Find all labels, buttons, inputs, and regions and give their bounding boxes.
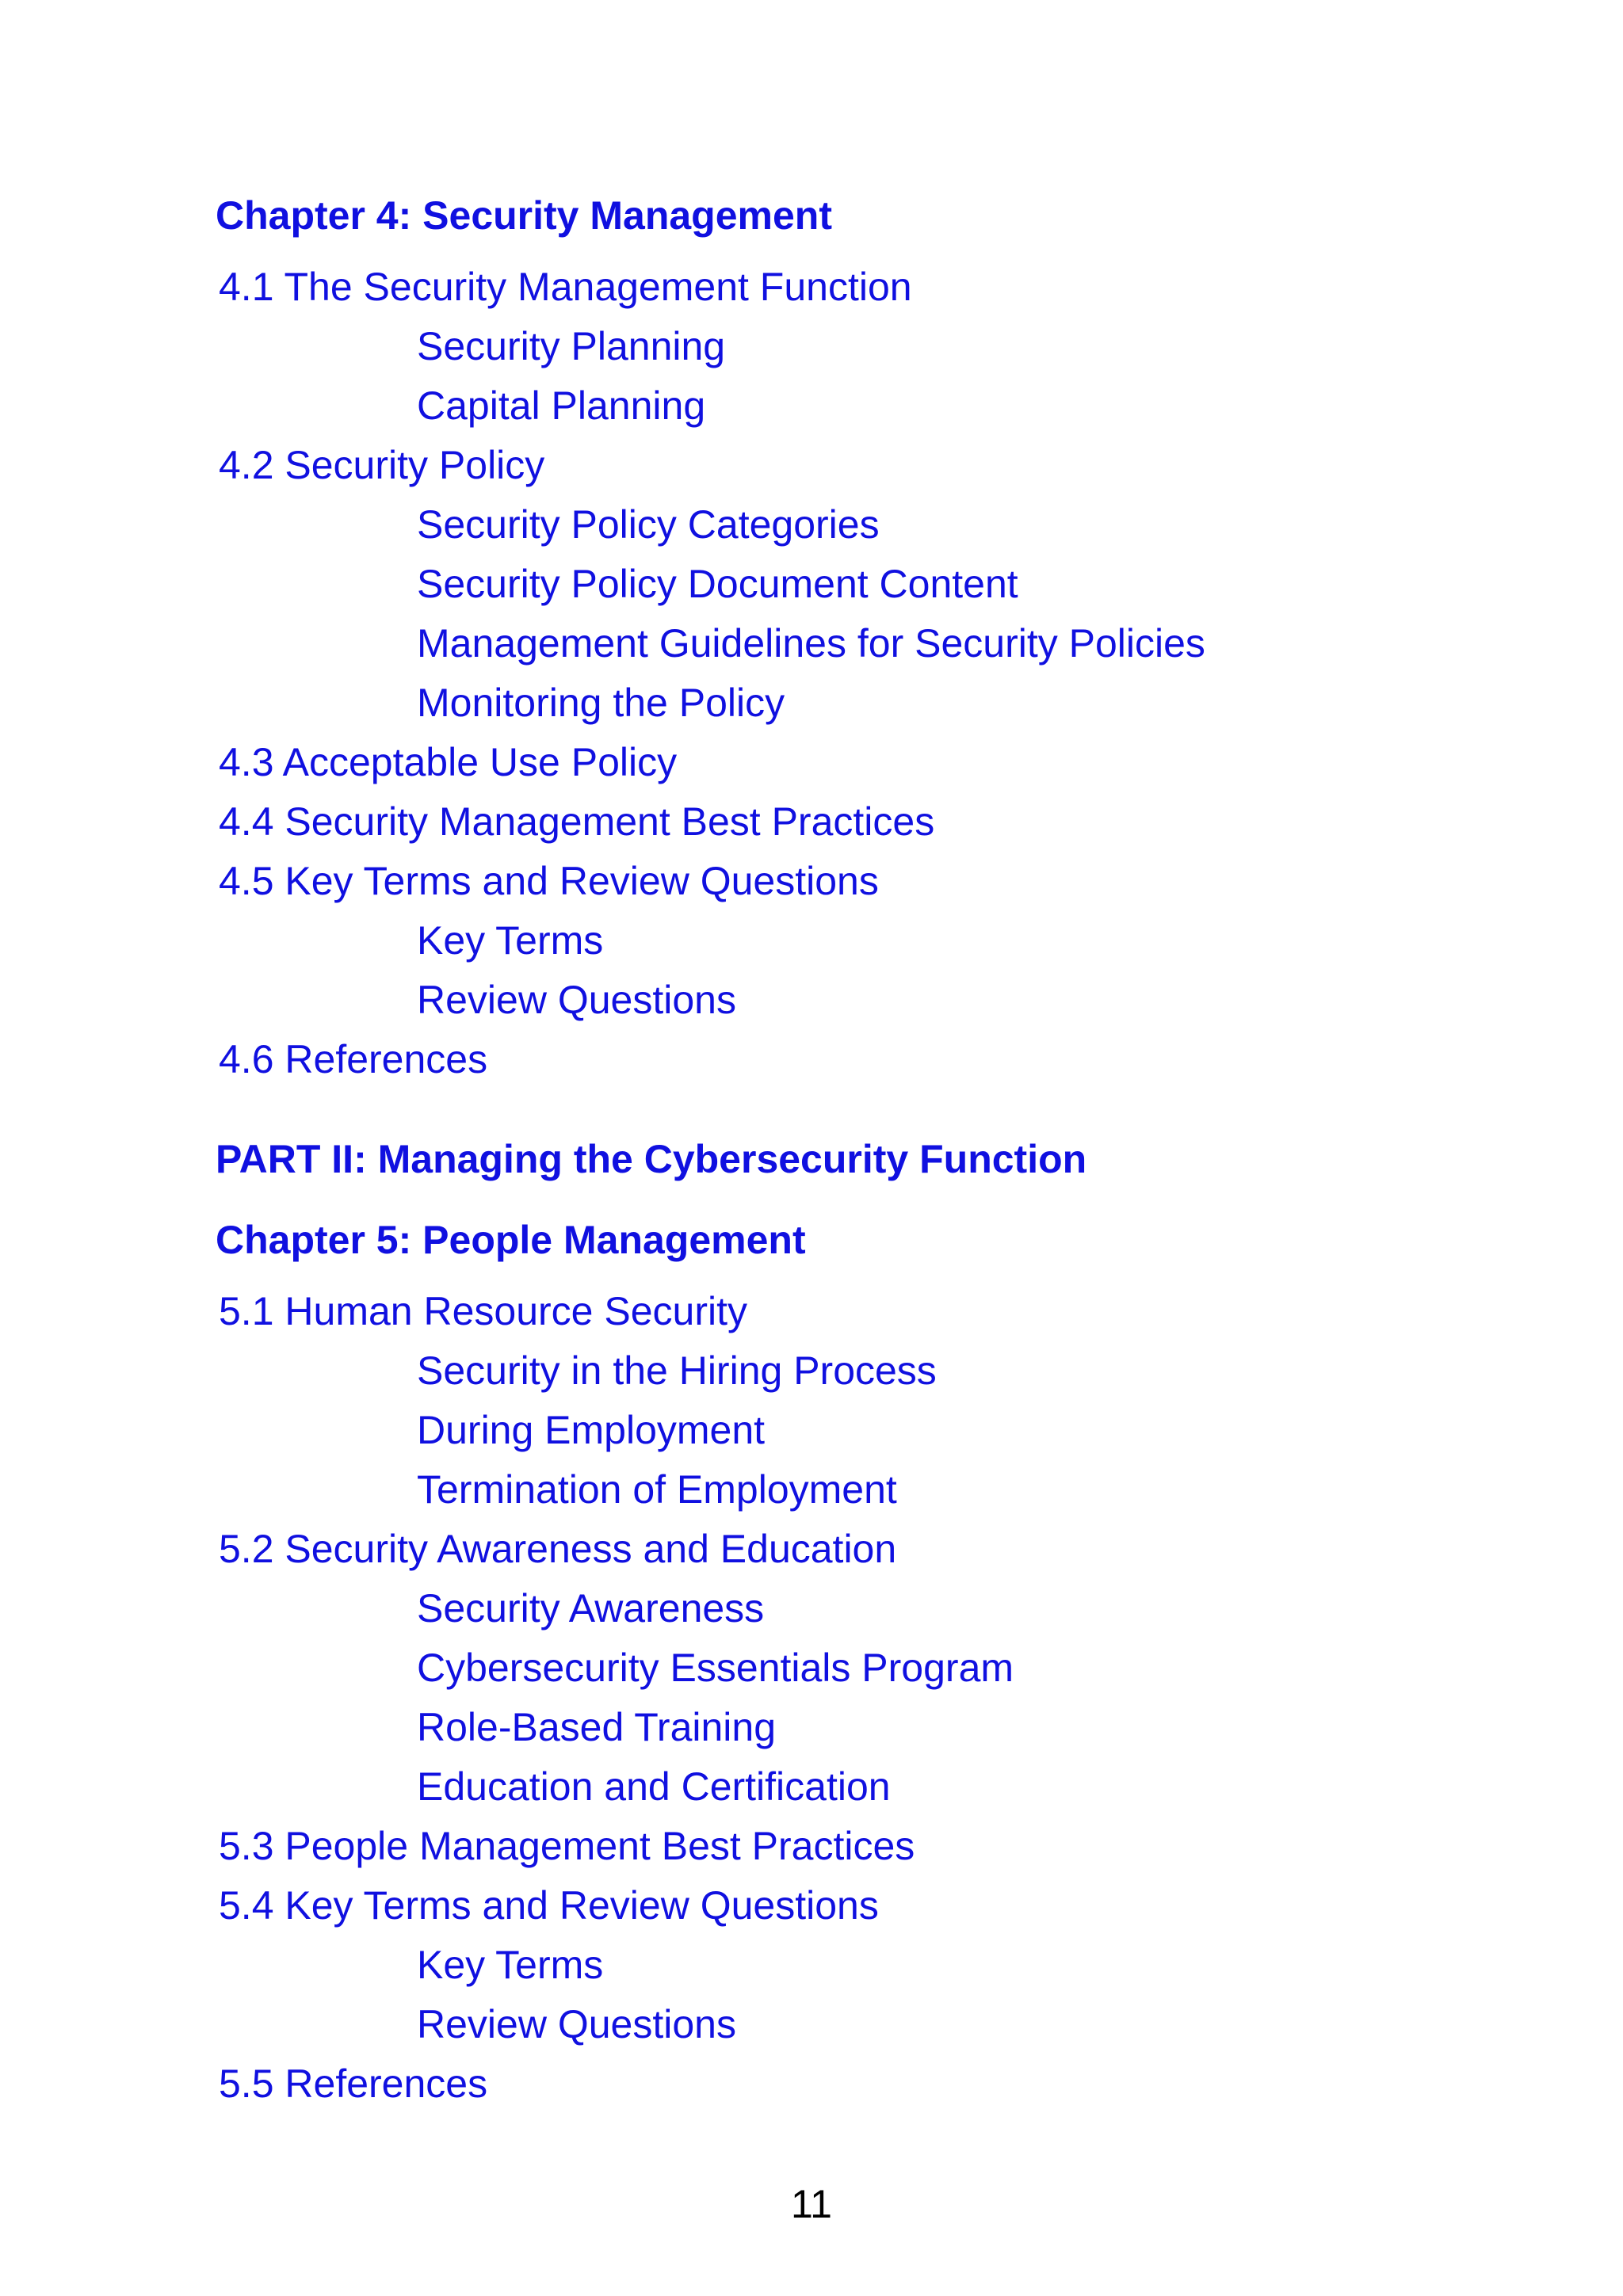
toc-entry-4-2[interactable]: 4.2 Security Policy: [219, 443, 545, 487]
toc-entry-5-2[interactable]: 5.2 Security Awareness and Education: [219, 1527, 897, 1571]
toc-subentry-key-terms[interactable]: Key Terms: [417, 918, 604, 963]
toc-subentry-management-guidelines[interactable]: Management Guidelines for Security Policies: [417, 621, 1205, 666]
table-of-contents: [216, 192, 1563, 2114]
toc-entry-5-3[interactable]: 5.3 People Management Best Practices: [219, 1824, 915, 1868]
chapter-5-heading[interactable]: Chapter 5: People Management: [216, 1218, 806, 1262]
toc-entry-5-1[interactable]: 5.1 Human Resource Security: [219, 1289, 747, 1333]
toc-subentry-role-based-training[interactable]: Role-Based Training: [417, 1705, 777, 1749]
toc-subentry-security-awareness[interactable]: Security Awareness: [417, 1586, 765, 1630]
toc-subentry-review-questions-5[interactable]: Review Questions: [417, 2002, 736, 2046]
toc-subentry-review-questions[interactable]: Review Questions: [417, 978, 736, 1022]
toc-entry-5-4[interactable]: 5.4 Key Terms and Review Questions: [219, 1883, 879, 1928]
toc-subentry-monitoring-the-policy[interactable]: Monitoring the Policy: [417, 681, 785, 725]
toc-subentry-security-in-hiring[interactable]: Security in the Hiring Process: [417, 1348, 937, 1393]
toc-entry-5-5[interactable]: 5.5 References: [219, 2061, 488, 2106]
toc-subentry-security-planning[interactable]: Security Planning: [417, 324, 726, 368]
page-number: 11: [791, 2182, 832, 2226]
toc-entry-4-1[interactable]: 4.1 The Security Management Function: [219, 265, 912, 309]
toc-subentry-security-policy-categories[interactable]: Security Policy Categories: [417, 502, 880, 547]
toc-subentry-education-and-certification[interactable]: Education and Certification: [417, 1764, 891, 1809]
toc-subentry-security-policy-document-content[interactable]: Security Policy Document Content: [417, 562, 1018, 606]
part-2-heading[interactable]: PART II: Managing the Cybersecurity Function: [216, 1137, 1087, 1181]
toc-entry-4-4[interactable]: 4.4 Security Management Best Practices: [219, 799, 935, 844]
toc-subentry-during-employment[interactable]: During Employment: [417, 1408, 766, 1452]
toc-entry-4-5[interactable]: 4.5 Key Terms and Review Questions: [219, 859, 879, 903]
chapter-4-heading[interactable]: Chapter 4: Security Management: [216, 193, 832, 238]
toc-entry-4-3[interactable]: 4.3 Acceptable Use Policy: [219, 740, 678, 784]
toc-entry-4-6[interactable]: 4.6 References: [219, 1037, 488, 1081]
toc-subentry-key-terms-5[interactable]: Key Terms: [417, 1943, 604, 1987]
toc-subentry-cybersecurity-essentials[interactable]: Cybersecurity Essentials Program: [417, 1646, 1014, 1690]
toc-subentry-capital-planning[interactable]: Capital Planning: [417, 383, 706, 428]
toc-subentry-termination-of-employment[interactable]: Termination of Employment: [417, 1467, 897, 1512]
